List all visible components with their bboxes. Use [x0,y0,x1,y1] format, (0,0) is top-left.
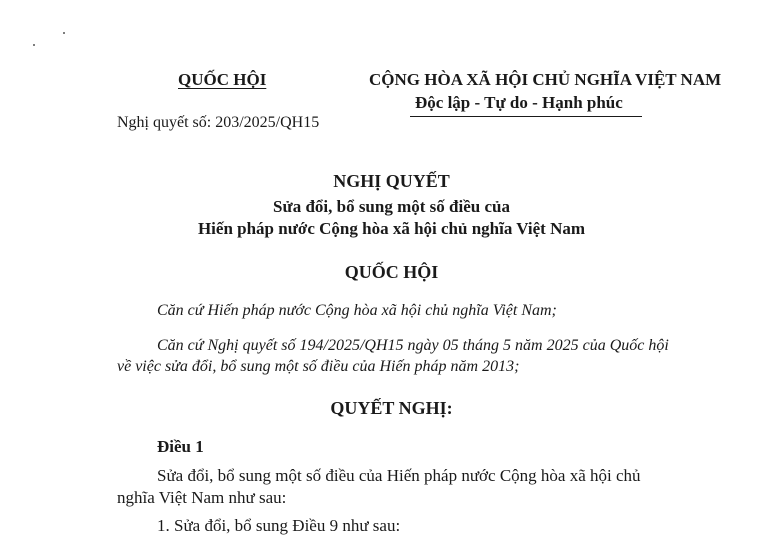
document-subtitle-line2: Hiến pháp nước Cộng hòa xã hội chủ nghĩa Việt Nam [197,219,586,238]
article-1-heading: Điều 1 [157,437,204,456]
article-1-item-1: 1. Sửa đổi, bổ sung Điều 9 như sau: [157,516,401,535]
document-subtitle-line1: Sửa đổi, bổ sung một số điều của [273,197,510,216]
document-number: Nghị quyết số: 203/2025/QH15 [117,114,320,131]
scan-speck [63,32,65,34]
document-type-title: NGHỊ QUYẾT [333,171,450,191]
authority-heading: QUỐC HỘI [344,262,439,282]
preamble-basis-2-line2: về việc sửa đổi, bổ sung một số điều của Hiến pháp năm 2013; [117,358,520,375]
article-1-paragraph-line2: nghĩa Việt Nam như sau: [117,488,287,507]
motto-underline [410,116,642,117]
article-1-paragraph-line1: Sửa đổi, bổ sung một số điều của Hiến pháp nước Cộng hòa xã hội chủ [157,466,641,485]
resolves-heading: QUYẾT NGHỊ: [330,398,453,418]
national-motto: Độc lập - Tự do - Hạnh phúc [415,93,623,112]
issuer-name: QUỐC HỘI [178,70,267,89]
preamble-basis-2-line1: Căn cứ Nghị quyết số 194/2025/QH15 ngày 05 tháng 5 năm 2025 của Quốc hội [157,337,669,354]
country-name: CỘNG HÒA XÃ HỘI CHỦ NGHĨA VIỆT NAM [369,70,722,89]
preamble-basis-1: Căn cứ Hiến pháp nước Cộng hòa xã hội chủ nghĩa Việt Nam; [157,302,557,319]
scan-speck [33,44,35,46]
